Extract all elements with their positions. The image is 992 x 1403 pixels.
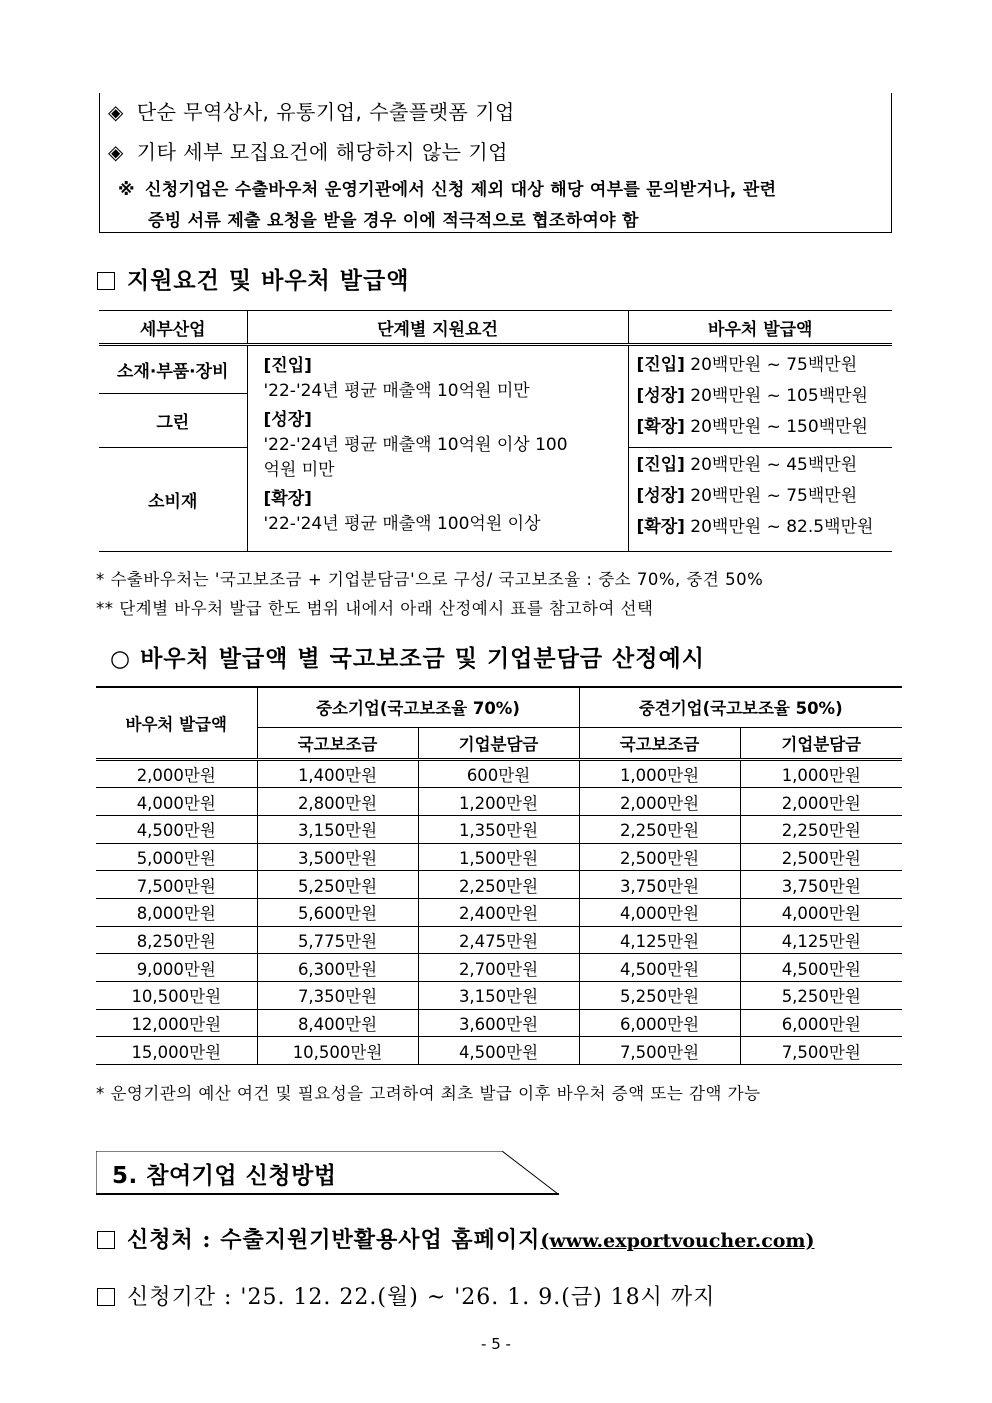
table-cell: 4,500만원 <box>740 954 902 982</box>
table-cell: 2,800만원 <box>257 788 418 816</box>
table-cell: 4,000만원 <box>579 898 740 926</box>
table-row <box>96 843 902 871</box>
voucher-amounts-group1: [진입] 20백만원 ~ 75백만원 [성장] 20백만원 ~ 105백만원 [확장] 20백만원 ~ 150백만원 <box>628 345 892 448</box>
table-cell: 10,500만원 <box>96 982 257 1010</box>
subheader-sme-subsidy: 국고보조금 <box>257 727 418 759</box>
table-row <box>96 759 902 788</box>
table-row <box>96 954 902 982</box>
subheader-mid-share: 기업분담금 <box>740 727 902 759</box>
table-cell: 4,500만원 <box>579 954 740 982</box>
reference-mark-icon: ※ <box>118 180 135 200</box>
table-cell: 7,500만원 <box>740 1037 902 1065</box>
ineligible-note-line1: ※ 신청기업은 수출바우처 운영기관에서 신청 제외 대상 해당 여부를 문의받거나, 관련 <box>118 180 777 200</box>
table-row <box>96 871 902 899</box>
table-cell: 4,125만원 <box>579 926 740 954</box>
support-note-2: ** 단계별 바우처 발급 한도 범위 내에서 아래 산정예시 표를 참고하여 선택 <box>96 599 654 618</box>
subheader-sme-share: 기업분담금 <box>418 727 579 759</box>
table-cell: 2,000만원 <box>740 788 902 816</box>
table-row <box>96 788 902 816</box>
table-cell: 2,250만원 <box>740 815 902 843</box>
ineligible-item-2 <box>108 136 508 165</box>
subheader-mid-subsidy: 국고보조금 <box>579 727 740 759</box>
table-cell: 7,500만원 <box>579 1037 740 1065</box>
table-cell: 5,000만원 <box>96 843 257 871</box>
section5-title: 5. 참여기업 신청방법 <box>112 1163 337 1189</box>
section-heading-example: ○ 바우처 발급액 별 국고보조금 및 기업분담금 산정예시 <box>110 645 705 672</box>
table-cell: 2,700만원 <box>418 954 579 982</box>
header-midsize: 중견기업(국고보조율 50%) <box>579 687 902 727</box>
diamond-bullet-icon: ◈ <box>108 100 124 124</box>
table-cell: 1,200만원 <box>418 788 579 816</box>
voucher-amounts-group2: [진입] 20백만원 ~ 45백만원 [성장] 20백만원 ~ 75백만원 [확장] 20백만원 ~ 82.5백만원 <box>628 448 892 552</box>
table-cell: 4,500만원 <box>418 1037 579 1065</box>
table-row <box>96 815 902 843</box>
table-cell: 3,600만원 <box>418 1009 579 1037</box>
ineligible-item-1 <box>108 96 515 125</box>
table-cell: 4,500만원 <box>96 815 257 843</box>
table-cell: 2,000만원 <box>579 788 740 816</box>
table-cell: 9,000만원 <box>96 954 257 982</box>
checkbox-square-icon <box>97 272 115 290</box>
diamond-bullet-icon: ◈ <box>108 140 124 164</box>
table-cell: 2,400만원 <box>418 898 579 926</box>
section5-title-box <box>96 1151 560 1195</box>
table-cell: 1,000만원 <box>740 759 902 788</box>
table-cell: 2,475만원 <box>418 926 579 954</box>
table-cell: 10,500만원 <box>257 1037 418 1065</box>
table-cell: 3,750만원 <box>740 871 902 899</box>
table-cell: 1,500만원 <box>418 843 579 871</box>
ineligible-note-line2: 증빙 서류 제출 요청을 받을 경우 이에 적극적으로 협조하여야 함 <box>148 211 639 231</box>
table-cell: 6,300만원 <box>257 954 418 982</box>
table-row <box>96 926 902 954</box>
table-cell: 7,350만원 <box>257 982 418 1010</box>
table-cell: 600만원 <box>418 759 579 788</box>
table-cell: 15,000만원 <box>96 1037 257 1065</box>
table-cell: 2,500만원 <box>579 843 740 871</box>
table-cell: 2,250만원 <box>418 871 579 899</box>
apply-where: 신청처 : 수출지원기반활용사업 홈페이지(www.exportvoucher.com) <box>97 1223 815 1254</box>
ineligible-text-2: 기타 세부 모집요건에 해당하지 않는 기업 <box>136 140 508 164</box>
table-cell: 6,000만원 <box>579 1009 740 1037</box>
table-cell: 4,000만원 <box>740 898 902 926</box>
ineligible-box <box>99 93 892 233</box>
table-cell: 3,150만원 <box>257 815 418 843</box>
table-cell: 4,000만원 <box>96 788 257 816</box>
requirements-cell: [진입] '22-'24년 평균 매출액 10억원 미만 [성장] '22-'24년 평균 매출액 10억원 이상 100억원 미만 [확장] '22-'24년 평균 매출액 100억원 이상 <box>247 345 628 552</box>
header-requirements: 단계별 지원요건 <box>247 311 628 345</box>
table-cell: 6,000만원 <box>740 1009 902 1037</box>
support-requirements-table <box>99 310 892 552</box>
table-cell: 12,000만원 <box>96 1009 257 1037</box>
section-heading-support: 지원요건 및 바우처 발급액 <box>97 262 409 295</box>
table-cell: 5,775만원 <box>257 926 418 954</box>
example-table-body <box>96 759 902 1065</box>
header-voucher-issued: 바우처 발급액 <box>96 687 257 759</box>
table-cell: 2,250만원 <box>579 815 740 843</box>
category-materials: 소재·부품·장비 <box>99 345 247 394</box>
header-subindustry: 세부산업 <box>99 311 247 345</box>
table-cell: 5,250만원 <box>257 871 418 899</box>
checkbox-square-icon <box>97 1288 115 1306</box>
category-green: 그린 <box>99 394 247 448</box>
table-cell: 3,750만원 <box>579 871 740 899</box>
voucher-example-table <box>96 686 902 1065</box>
table-cell: 3,150만원 <box>418 982 579 1010</box>
table-row <box>96 982 902 1010</box>
table-cell: 5,600만원 <box>257 898 418 926</box>
page-number: - 5 - <box>481 1335 511 1353</box>
table-cell: 8,400만원 <box>257 1009 418 1037</box>
support-note-1: * 수출바우처는 '국고보조금 + 기업분담금'으로 구성/ 국고보조율 : 중소 70%, 중견 50% <box>96 570 764 589</box>
table-cell: 5,250만원 <box>579 982 740 1010</box>
table-cell: 2,000만원 <box>96 759 257 788</box>
website-url-link[interactable]: (www.exportvoucher.com) <box>540 1230 815 1252</box>
table-cell: 1,400만원 <box>257 759 418 788</box>
ineligible-text-1: 단순 무역상사, 유통기업, 수출플랫폼 기업 <box>136 100 515 124</box>
checkbox-square-icon <box>97 1231 115 1249</box>
table-cell: 2,500만원 <box>740 843 902 871</box>
table-cell: 7,500만원 <box>96 871 257 899</box>
table-row <box>96 898 902 926</box>
table-cell: 8,000만원 <box>96 898 257 926</box>
table-cell: 1,000만원 <box>579 759 740 788</box>
table-row <box>96 1037 902 1065</box>
table-cell: 4,125만원 <box>740 926 902 954</box>
table-cell: 1,350만원 <box>418 815 579 843</box>
category-consumer-goods: 소비재 <box>99 448 247 552</box>
table-cell: 5,250만원 <box>740 982 902 1010</box>
table-cell: 3,500만원 <box>257 843 418 871</box>
table-row <box>96 1009 902 1037</box>
table-cell: 8,250만원 <box>96 926 257 954</box>
header-sme: 중소기업(국고보조율 70%) <box>257 687 579 727</box>
example-note: * 운영기관의 예산 여건 및 필요성을 고려하여 최초 발급 이후 바우처 증액 또는 감액 가능 <box>96 1084 761 1103</box>
apply-period: 신청기간 : '25. 12. 22.(월) ~ '26. 1. 9.(금) 18시 까지 <box>97 1280 715 1311</box>
header-voucher-amount: 바우처 발급액 <box>628 311 892 345</box>
